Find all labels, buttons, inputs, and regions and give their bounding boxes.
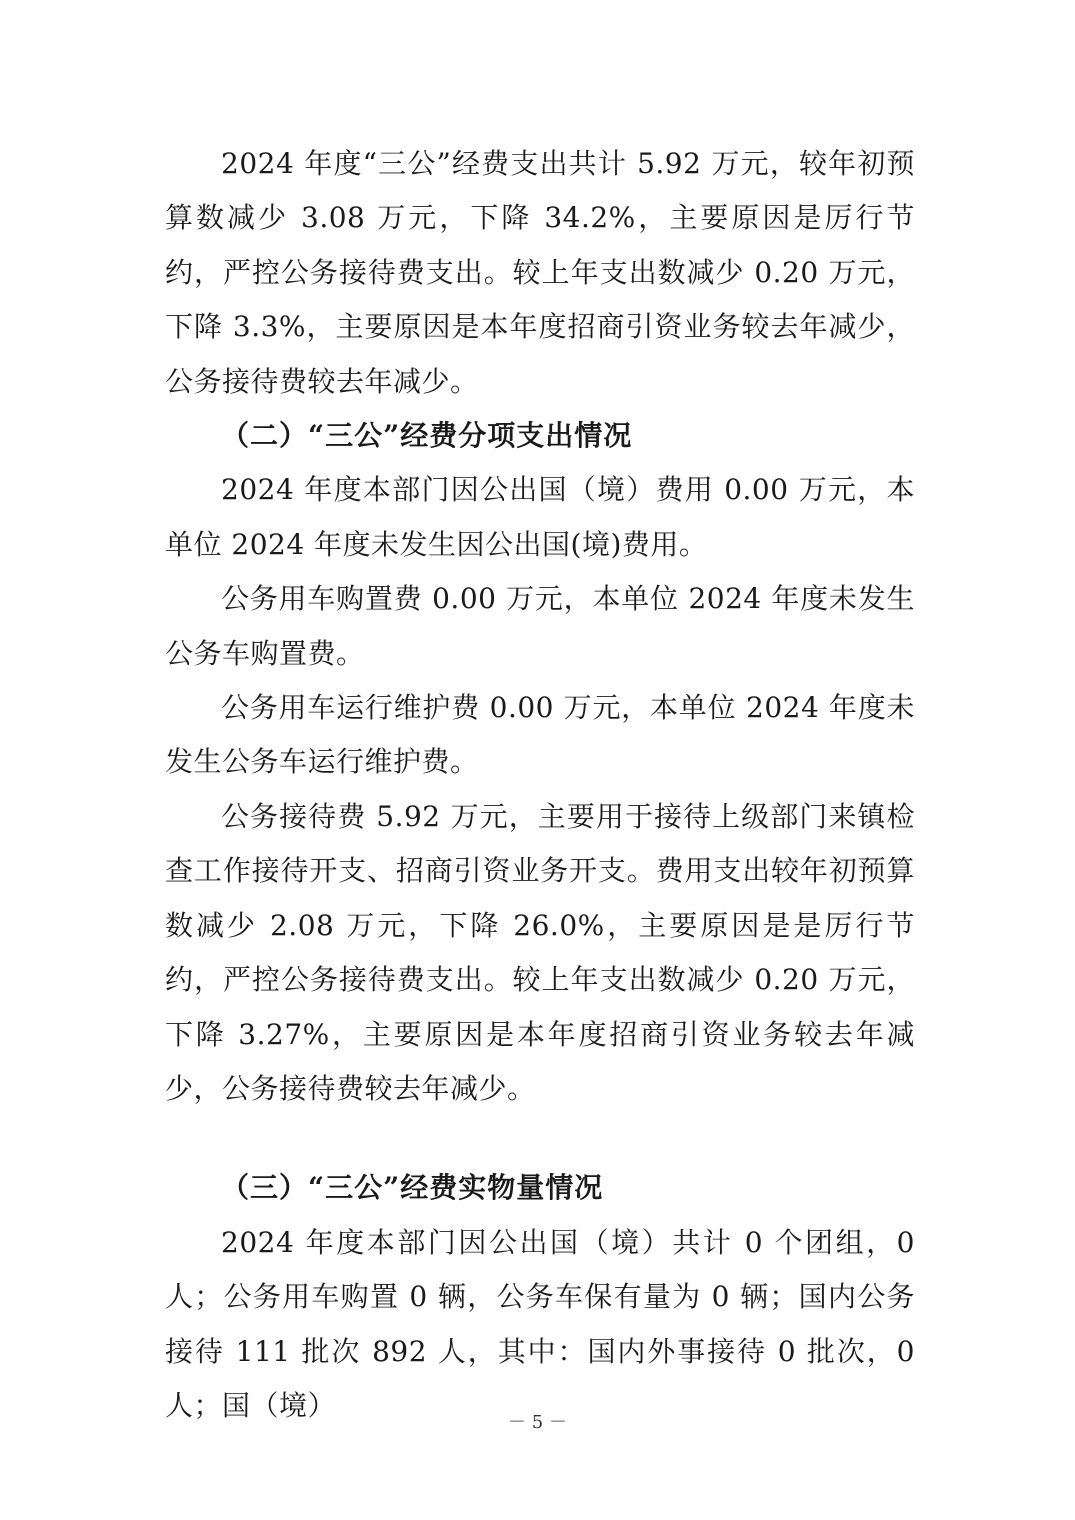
paragraph-vehicle-maintenance: 公务用车运行维护费 0.00 万元，本单位 2024 年度未发生公务车运行维护费。 — [165, 691, 915, 779]
paragraph-vehicle-purchase: 公务用车购置费 0.00 万元，本单位 2024 年度未发生公务车购置费。 — [165, 582, 915, 670]
section-heading-2: （二）“三公”经费分项支出情况 — [221, 419, 633, 453]
page-number: － 5 － — [508, 1412, 567, 1433]
paragraph-physical-quantity: 2024 年度本部门因公出国（境）共计 0 个团组，0 人；公务用车购置 0 辆，公务车保有量为 0 辆；国内公务接待 111 批次 892 人，其中：国内外事接待 0 批次，0 人；国（境） — [165, 1225, 915, 1422]
document-body — [165, 137, 915, 1433]
section-heading-3: （三）“三公”经费实物量情况 — [221, 1171, 604, 1205]
paragraph-overseas-travel: 2024 年度本部门因公出国（境）费用 0.00 万元，本单位 2024 年度未发生因公出国(境)费用。 — [165, 473, 915, 561]
paragraph-summary: 2024 年度“三公”经费支出共计 5.92 万元，较年初预算数减少 3.08 万元，下降 34.2%，主要原因是厉行节约，严控公务接待费支出。较上年支出数减少 0.20 万元，下降 3.3%，主要原因是本年度招商引资业务较去年减少，公务接待费较去年减少。 — [165, 147, 915, 398]
section-spacer — [165, 1116, 915, 1161]
paragraph-reception: 公务接待费 5.92 万元，主要用于接待上级部门来镇检查工作接待开支、招商引资业务开支。费用支出较年初预算数减少 2.08 万元，下降 26.0%，主要原因是是厉行节约，严控公务接待费支出。较上年支出数减少 0.20 万元，下降 3.27%，主要原因是本年度招商引资业务较去年减少，公务接待费较去年减少。 — [165, 799, 915, 1105]
